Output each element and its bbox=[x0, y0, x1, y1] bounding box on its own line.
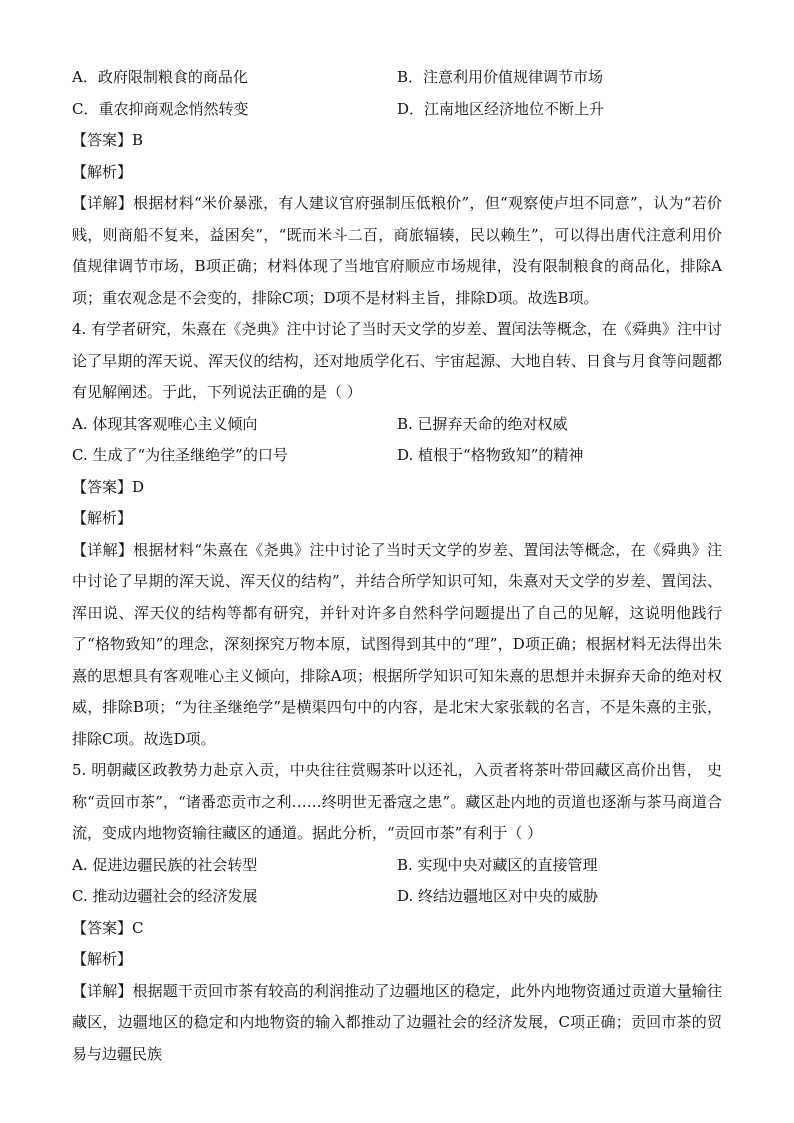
q5-answer: 【答案】C bbox=[72, 918, 144, 937]
q4-analysis-label: 【解析】 bbox=[72, 509, 133, 527]
q5-option-d: D. 终结边疆地区对中央的威胁 bbox=[397, 887, 599, 905]
q3-option-a: A．政府限制粮食的商品化 bbox=[72, 68, 248, 86]
q3-answer: 【答案】B bbox=[72, 131, 144, 149]
q3-analysis-label: 【解析】 bbox=[72, 162, 133, 181]
q4-detail: 【详解】根据材料“朱熹在《尧典》注中讨论了当时天文学的岁差、置闰法等概念，在《舜典》注中讨论了早期的浑天说、浑天仪的结构”，并结合所学知识可知，朱熹对天文学的岁差、置闰法、浑田说、浑天仪的结构等都有研究，并针对许多自然科学问题提出了自己的见解，这说明他践行了“格物致知”的理念，深刻探究万物本原，试图得到其中的“理”，D项正确；根据材料无法得出朱熹的思想具有客观唯心主义倾向，排除A项；根据所学知识可知朱熹的思想并未摒弃天命的绝对权威，排除B项；“为往圣继绝学”是横渠四句中的内容，是北宋大家张载的名言，不是朱熹的主张，排除C项。故选D项。 bbox=[72, 540, 722, 748]
q3-option-c: C．重农抑商观念悄然转变 bbox=[72, 99, 249, 118]
q5-stem: 5. 明朝藏区政教势力赴京入贡，中央往往赏赐茶叶以还礼，入贡者将茶叶带回藏区高价出售， 史称“贡回市茶”，“诸番恋贡市之利……终明世无番寇之患”。藏区赴内地的贡道也逐渐与茶马商道合流，变成内地物资输往藏区的通道。据此分析，“贡回市茶”有利于（ ） bbox=[72, 761, 722, 842]
q5-option-a: A. 促进边疆民族的社会转型 bbox=[72, 855, 258, 874]
q3-option-b: B．注意利用价值规律调节市场 bbox=[397, 68, 604, 86]
q4-option-b: B. 已摒弃天命的绝对权威 bbox=[397, 414, 568, 433]
q5-option-b: B. 实现中央对藏区的直接管理 bbox=[397, 855, 598, 874]
q3-detail: 【详解】根据材料“米价暴涨，有人建议官府强制压低粮价”，但“观察使卢坦不同意”，认为“若价贱，则商船不复来，益困矣”，“既而米斗二百，商旅辐辏，民以赖生”，可以得出唐代注意利用价值规律调节市场，B项正确；材料体现了当地官府顺应市场规律，没有限制粮食的商品化，排除A项；重农观念是不会变的，排除C项；D项不是材料主旨，排除D项。故选B项。 bbox=[72, 194, 722, 307]
q5-option-c: C. 推动边疆社会的经济发展 bbox=[72, 887, 258, 905]
q3-option-d: D．江南地区经济地位不断上升 bbox=[397, 99, 605, 118]
q4-option-d: D. 植根于“格物致知”的精神 bbox=[397, 446, 584, 464]
q4-answer: 【答案】D bbox=[72, 477, 145, 496]
q4-stem: 4. 有学者研究，朱熹在《尧典》注中讨论了当时天文学的岁差、置闰法等概念，在《舜典》注中讨论了早期的浑天说、浑天仪的结构，还对地质学化石、宇宙起源、大地自转、日食与月食等问题都有见解阐述。于此，下列说法正确的是（ ） bbox=[72, 320, 722, 401]
q4-option-a: A. 体现其客观唯心主义倾向 bbox=[72, 414, 258, 433]
q3-options bbox=[72, 62, 722, 125]
q4-option-c: C. 生成了“为往圣继绝学”的口号 bbox=[72, 446, 288, 464]
q5-options bbox=[72, 850, 722, 913]
document-page bbox=[72, 62, 722, 1070]
q5-detail: 【详解】根据题干贡回市茶有较高的利润推动了边疆地区的稳定，此外内地物资通过贡道大量输往藏区，边疆地区的稳定和内地物资的输入都推动了边疆社会的经济发展，C项正确；贡回市茶的贸易与边疆民族 bbox=[72, 981, 722, 1063]
q5-analysis-label: 【解析】 bbox=[72, 950, 133, 968]
q4-options bbox=[72, 409, 722, 472]
